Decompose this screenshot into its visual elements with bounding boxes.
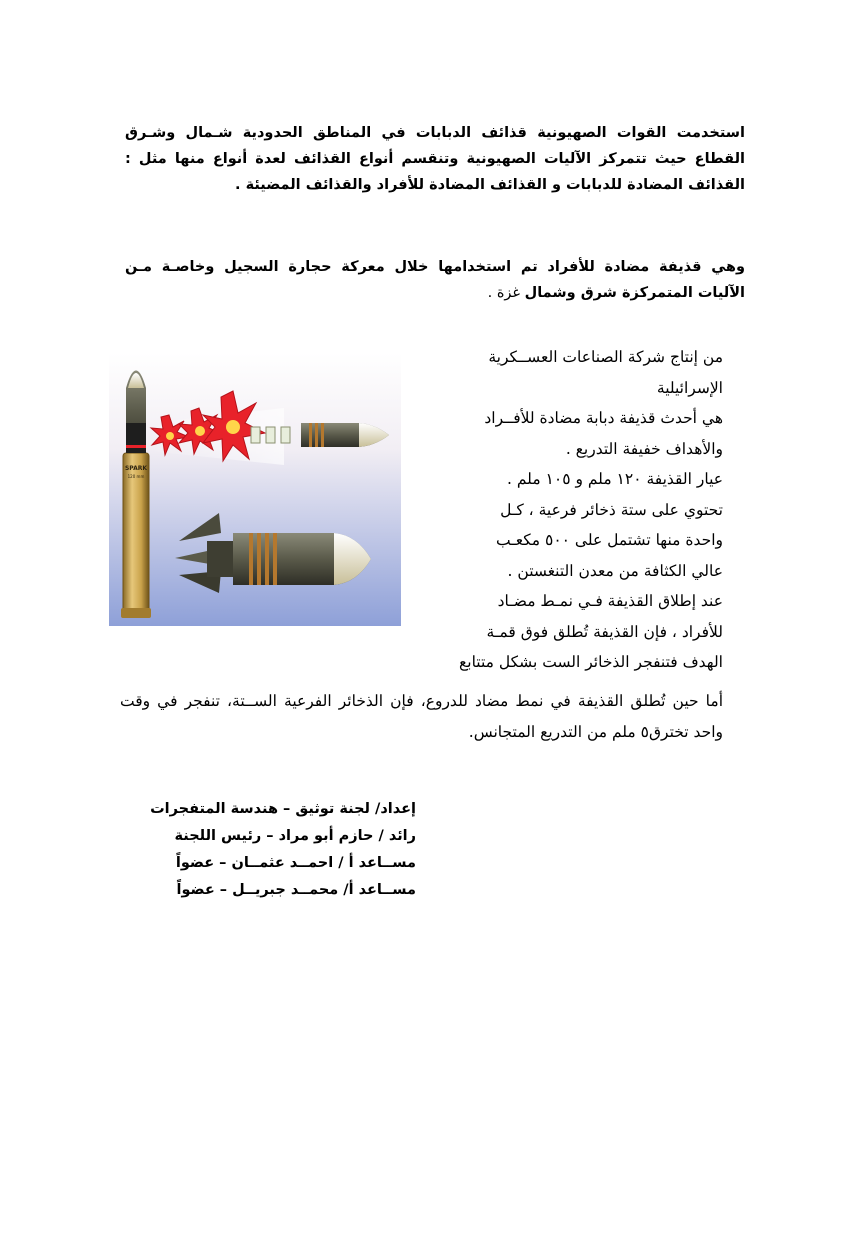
intro-paragraph: استخدمت القوات الصهيونية قذائف الدبابات في المناطق الحدودية شـمال وشـرق القطاع حيث تتمركز الآليات الصهيونية وتنقسم أنواع القذائف لعدة أنواع منها مثل : القذائف المضادة للدبابات و القذائف المضادة للأفراد والقذائف المضيئة .: [125, 125, 745, 193]
credits-line: رائد / حازم أبو مراد – رئيس اللجنة: [174, 828, 416, 844]
description-line: الإسرائيلية: [656, 378, 723, 397]
description-text: [405, 342, 723, 678]
munition-illustration-svg: [109, 353, 401, 626]
description-line: والأهداف خفيفة التدريع .: [565, 439, 723, 458]
description-line: عند إطلاق القذيفة فـي نمـط مضـاد: [497, 592, 723, 610]
credits-line: مســاعد أ / احمــد عثمــان – عضواً: [175, 855, 416, 871]
usage-paragraph: [125, 254, 745, 306]
munition-illustration: [109, 353, 401, 626]
credits-block: [120, 796, 416, 904]
usage-paragraph-location: غزة .: [487, 285, 525, 301]
credits-line: إعداد/ لجنة توثيق – هندسة المتفجرات: [150, 801, 416, 817]
description-line: هي أحدث قذيفة دبابة مضادة للأفــراد: [484, 409, 723, 427]
usage-paragraph-bold: وهي قذيفة مضادة للأفراد تم استخدامها خلال معركة حجارة السجيل وخاصـة مـن الآليات المتمركزة شرق وشمال: [125, 259, 745, 301]
description-line: عيار القذيفة ١٢٠ ملم و ١٠٥ ملم .: [507, 470, 723, 488]
shell-caliber-label: 120 mm: [127, 474, 145, 479]
description-line: عالي الكثافة من معدن التنغستن .: [507, 561, 723, 580]
final-paragraph: أما حين تُطلق القذيفة في نمط مضاد للدروع، فإن الذخائر الفرعية الســتة، تنفجر في وقت واحد تخترق٥ ملم من التدريع المتجانس.: [120, 692, 723, 741]
credits-line: مســاعد أ/ محمــد جبريــل – عضواً: [176, 882, 416, 898]
shell-brand-label: SPARK: [124, 465, 148, 472]
description-line: تحتوي على ستة ذخائر فرعية ، كـل: [500, 500, 723, 519]
description-line: للأفراد ، فإن القذيفة تُطلق فوق قمـة: [486, 622, 723, 641]
description-line: واحدة منها تشتمل على ٥٠٠ مكعـب: [495, 531, 723, 549]
description-line: من إنتاج شركة الصناعات العســكرية: [488, 348, 723, 366]
description-line: الهدف فتنفجر الذخائر الست بشكل متتابع: [459, 653, 723, 671]
